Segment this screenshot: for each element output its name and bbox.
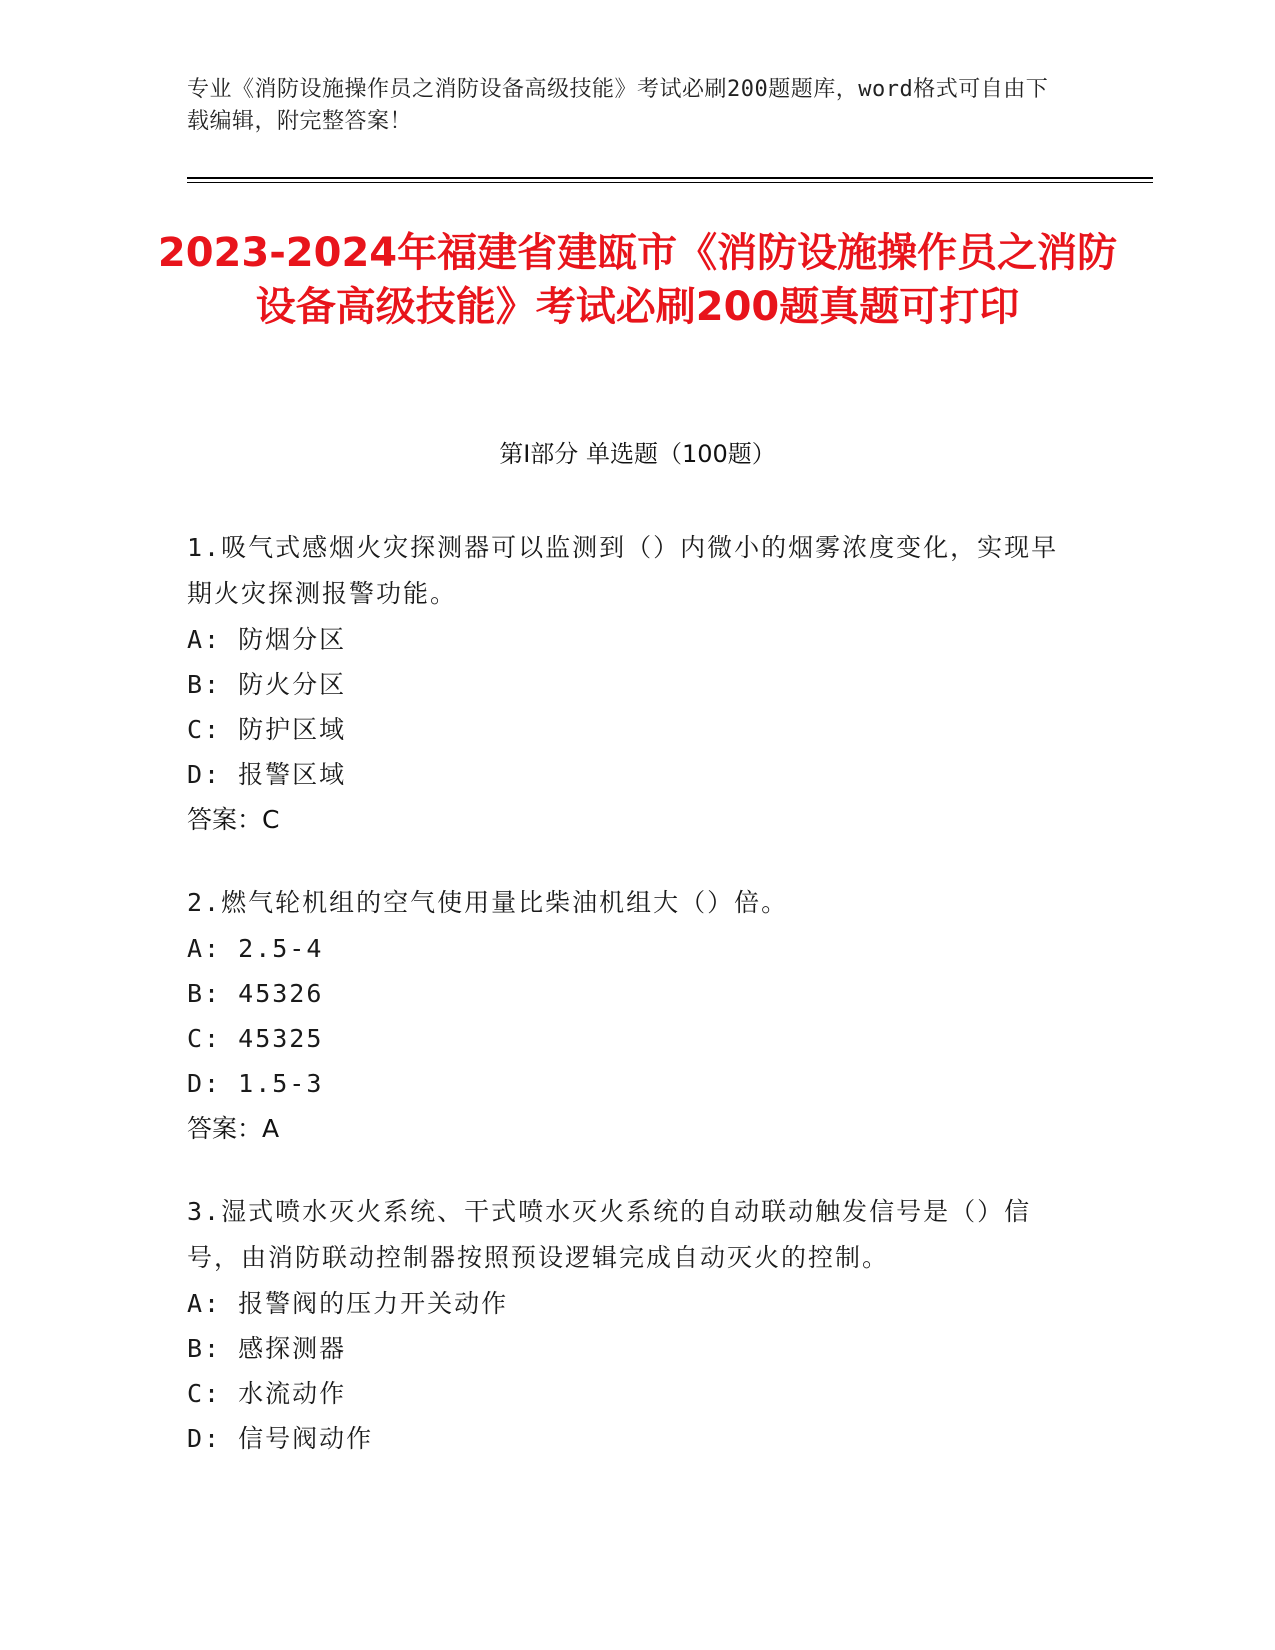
option-d: D: 信号阀动作	[187, 1424, 374, 1453]
option-b: B: 感探测器	[187, 1334, 347, 1363]
question-2	[187, 880, 1067, 1152]
option-a: A: 防烟分区	[187, 625, 347, 654]
option-c: C: 45325	[187, 1024, 324, 1053]
option-b: B: 防火分区	[187, 670, 347, 699]
answer: 答案：C	[187, 805, 280, 834]
question-stem: 1.吸气式感烟火灾探测器可以监测到（）内微小的烟雾浓度变化，实现早期火灾探测报警功能。	[187, 533, 1059, 608]
header-rule-thick	[187, 177, 1153, 179]
question-stem: 2.燃气轮机组的空气使用量比柴油机组大（）倍。	[187, 888, 789, 917]
question-3	[187, 1189, 1067, 1461]
document-title: 2023-2024年福建省建瓯市《消防设施操作员之消防设备高级技能》考试必刷200题真题可打印	[157, 230, 1118, 330]
answer: 答案：A	[187, 1114, 280, 1143]
header-rule-thin	[187, 182, 1153, 183]
question-stem: 3.湿式喷水灭火系统、干式喷水灭火系统的自动联动触发信号是（）信号，由消防联动控制器按照预设逻辑完成自动灭火的控制。	[187, 1197, 1032, 1272]
option-c: C: 水流动作	[187, 1379, 347, 1408]
section-title: 第Ⅰ部分 单选题（100题）	[499, 440, 776, 468]
header-note: 专业《消防设施操作员之消防设备高级技能》考试必刷200题题库，word格式可自由下载编辑，附完整答案！	[187, 77, 1049, 134]
question-list	[187, 525, 1067, 1498]
question-1	[187, 525, 1067, 843]
option-b: B: 45326	[187, 979, 324, 1008]
option-d: D: 1.5-3	[187, 1069, 324, 1098]
option-c: C: 防护区域	[187, 715, 347, 744]
option-a: A: 报警阀的压力开关动作	[187, 1289, 509, 1318]
option-d: D: 报警区域	[187, 760, 347, 789]
option-a: A: 2.5-4	[187, 934, 324, 963]
